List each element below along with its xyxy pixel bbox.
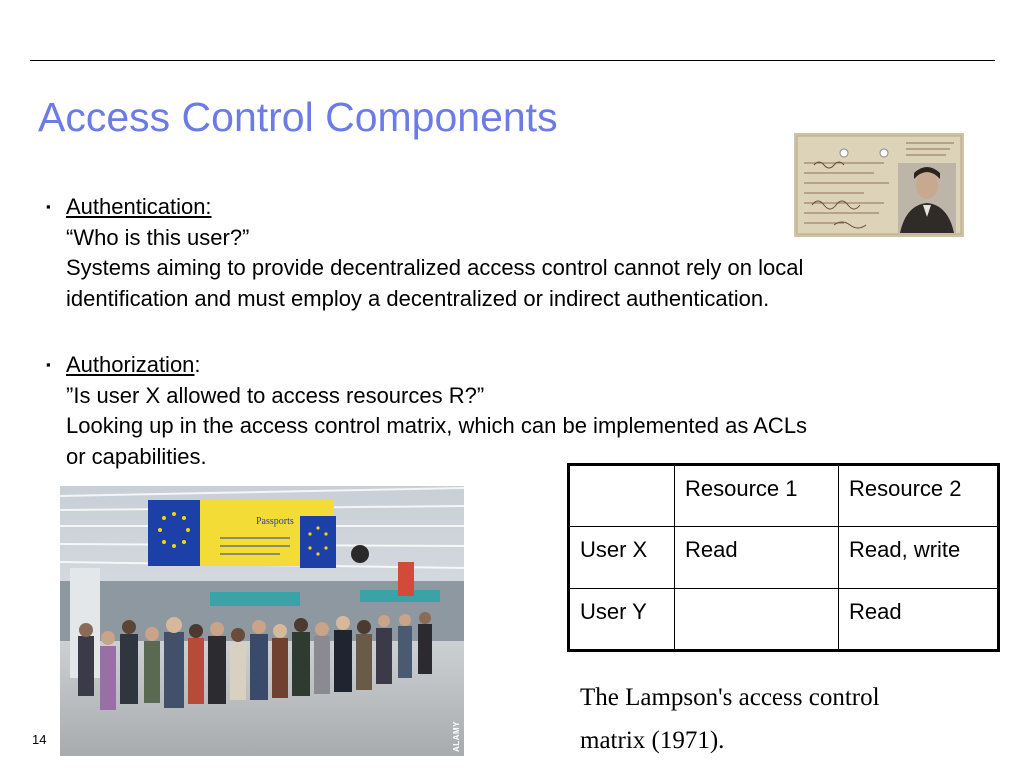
page-number: 14 xyxy=(32,732,47,747)
access-control-matrix xyxy=(567,463,1000,652)
table-header-cell: Resource 2 xyxy=(839,465,999,527)
bullet-heading: Authentication: xyxy=(66,194,212,219)
bullet-line: identification and must employ a decentralized or indirect authentication. xyxy=(66,285,770,311)
airport-passport-control-photo xyxy=(60,486,464,756)
bullet-authorization xyxy=(46,350,946,472)
bullet-line: ”Is user X allowed to access resources R?” xyxy=(66,382,485,408)
bullet-line: Systems aiming to provide decentralized access control cannot rely on local xyxy=(66,255,804,280)
caption-line: The Lampson's access control xyxy=(580,684,880,711)
top-rule xyxy=(30,60,995,61)
matrix-caption xyxy=(580,676,960,762)
bullet-line: “Who is this user?” xyxy=(66,224,250,250)
bullet-heading: Authorization xyxy=(66,352,195,377)
table-row xyxy=(569,589,999,651)
table-cell: User X xyxy=(569,527,675,589)
table-cell: User Y xyxy=(569,589,675,651)
table-header-cell xyxy=(569,465,675,527)
bullet-line: Looking up in the access control matrix, which can be implemented as ACLs xyxy=(66,413,808,438)
caption-line: matrix (1971). xyxy=(580,727,725,754)
slide-title: Access Control Components xyxy=(38,94,558,140)
table-header-cell: Resource 1 xyxy=(675,465,839,527)
table-cell: Read xyxy=(675,527,839,589)
bullet-authentication xyxy=(46,192,946,314)
bullet-marker: ▪ xyxy=(46,357,51,372)
bullet-heading-suffix: : xyxy=(194,352,201,377)
table-cell: Read, write xyxy=(839,527,999,589)
svg-text:Passports: Passports xyxy=(256,516,294,527)
table-cell xyxy=(675,589,839,651)
table-row xyxy=(569,465,999,527)
photo-watermark: ALAMY xyxy=(452,721,461,752)
bullet-marker: ▪ xyxy=(46,199,51,214)
table-cell: Read xyxy=(839,589,999,651)
bullet-line: or capabilities. xyxy=(66,443,207,469)
table-row xyxy=(569,527,999,589)
